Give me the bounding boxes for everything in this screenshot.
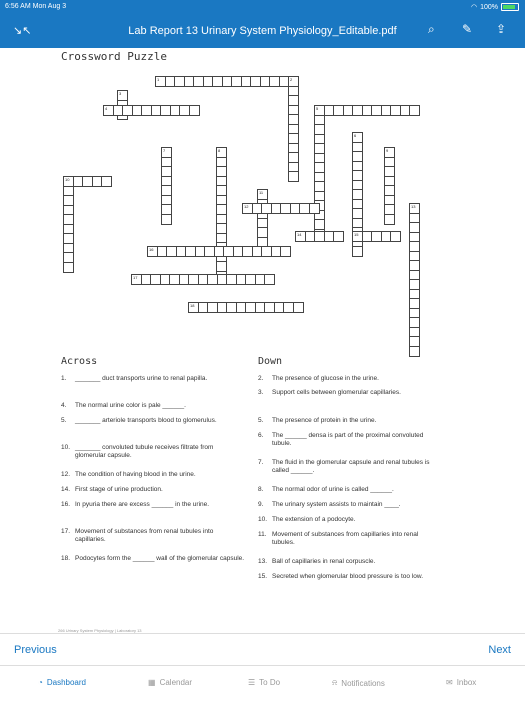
grid-cell[interactable]: [117, 90, 128, 101]
bottom-nav: [0, 633, 525, 664]
grid-cell[interactable]: [314, 231, 325, 242]
grid-cell[interactable]: [352, 189, 363, 200]
clue-text: The urinary system assists to maintain ____.: [272, 501, 401, 508]
grid-cell[interactable]: [261, 246, 272, 257]
grid-cell[interactable]: [288, 95, 299, 106]
grid-cell[interactable]: [299, 203, 310, 214]
battery-icon: [501, 3, 519, 11]
grid-cell[interactable]: [63, 252, 74, 263]
grid-cell[interactable]: [352, 246, 363, 257]
grid-cell[interactable]: [63, 262, 74, 273]
clue-number: 3.: [258, 389, 264, 396]
grid-cell[interactable]: [371, 231, 382, 242]
grid-cell[interactable]: [161, 204, 172, 215]
grid-cell[interactable]: [314, 162, 325, 173]
clue-text: The normal odor of urine is called ______.: [272, 486, 394, 493]
status-bar: [0, 0, 525, 14]
grid-cell[interactable]: [409, 105, 420, 116]
clue-number: 8.: [258, 486, 264, 493]
clue-text: Movement of substances from renal tubules into capillaries.: [75, 528, 214, 543]
grid-cell[interactable]: [257, 227, 268, 238]
grid-cell[interactable]: [283, 302, 294, 313]
tab-notifications-label: Notifications: [341, 678, 385, 688]
grid-number: 12: [244, 204, 249, 209]
grid-cell[interactable]: [309, 203, 320, 214]
grid-cell[interactable]: [242, 246, 253, 257]
grid-cell[interactable]: [280, 246, 291, 257]
grid-cell[interactable]: [216, 147, 227, 158]
grid-cell[interactable]: [352, 105, 363, 116]
grid-number: 3: [119, 91, 122, 96]
grid-cell[interactable]: [352, 208, 363, 219]
grid-cell[interactable]: [150, 274, 161, 285]
previous-button[interactable]: Previous: [14, 644, 57, 656]
down-heading: Down: [258, 356, 283, 367]
grid-cell[interactable]: [333, 105, 344, 116]
calendar-icon: ▦: [148, 678, 156, 687]
clue-text: Secreted when glomerular blood pressure is too low.: [272, 573, 424, 580]
grid-cell[interactable]: [288, 133, 299, 144]
grid-number: 13: [411, 204, 416, 209]
grid-number: 5: [316, 106, 319, 111]
grid-cell[interactable]: [314, 181, 325, 192]
status-time: 6:56 AM Mon Aug 3: [5, 3, 67, 10]
grid-number: 18: [190, 303, 195, 308]
grid-cell[interactable]: [409, 260, 420, 271]
grid-cell[interactable]: [188, 274, 199, 285]
clue-number: 14.: [61, 486, 71, 493]
grid-cell[interactable]: [352, 151, 363, 162]
share-icon[interactable]: ⇪: [496, 22, 507, 36]
grid-cell[interactable]: [261, 203, 272, 214]
grid-cell[interactable]: [185, 246, 196, 257]
grid-cell[interactable]: [174, 76, 185, 87]
grid-cell[interactable]: [288, 114, 299, 125]
grid-cell[interactable]: [223, 246, 234, 257]
grid-cell[interactable]: [101, 176, 112, 187]
grid-cell[interactable]: [193, 76, 204, 87]
grid-cell[interactable]: [103, 105, 114, 116]
clue-number: 11.: [258, 531, 267, 538]
grid-cell[interactable]: [384, 204, 395, 215]
clue-text: In pyuria there are excess ______ in the urine.: [75, 501, 210, 508]
clue-text: Movement of substances from capillaries into renal tubules.: [272, 531, 419, 546]
grid-cell[interactable]: [63, 176, 74, 187]
grid-cell[interactable]: [242, 203, 253, 214]
grid-cell[interactable]: [288, 171, 299, 182]
grid-cell[interactable]: [231, 76, 242, 87]
grid-cell[interactable]: [161, 185, 172, 196]
wifi-icon: ◠: [470, 4, 478, 11]
grid-cell[interactable]: [264, 274, 275, 285]
clue-text: The extension of a podocyte.: [272, 516, 356, 523]
document-title: Lab Report 13 Urinary System Physiology_Editable.pdf: [128, 25, 397, 37]
clue-text: The fluid in the glomerular capsule and renal tubules is called ______.: [272, 459, 430, 474]
grid-cell[interactable]: [288, 76, 299, 87]
grid-cell[interactable]: [245, 302, 256, 313]
grid-cell[interactable]: [63, 214, 74, 225]
clue-number: 10.: [258, 516, 268, 523]
clue-number: 5.: [61, 417, 67, 424]
grid-number: 8: [218, 148, 221, 153]
grid-cell[interactable]: [264, 302, 275, 313]
grid-cell[interactable]: [155, 76, 166, 87]
grid-cell[interactable]: [371, 105, 382, 116]
grid-cell[interactable]: [280, 203, 291, 214]
grid-cell[interactable]: [409, 346, 420, 357]
grid-cell[interactable]: [390, 105, 401, 116]
page-heading: Crossword Puzzle: [61, 50, 167, 63]
clue-number: 13.: [258, 558, 268, 565]
nav-bar: [0, 14, 525, 48]
inbox-icon: ✉: [446, 678, 453, 687]
grid-cell[interactable]: [409, 317, 420, 328]
grid-cell[interactable]: [409, 298, 420, 309]
grid-cell[interactable]: [160, 105, 171, 116]
grid-number: 11: [259, 190, 264, 195]
clue-text: The condition of having blood in the urine.: [75, 471, 196, 478]
next-button[interactable]: Next: [488, 644, 511, 656]
grid-cell[interactable]: [207, 302, 218, 313]
clue-number: 2.: [258, 375, 264, 382]
grid-cell[interactable]: [179, 105, 190, 116]
grid-cell[interactable]: [216, 223, 227, 234]
clue-text: The normal urine color is pale ______.: [75, 402, 186, 409]
grid-cell[interactable]: [295, 231, 306, 242]
clue-number: 18.: [61, 555, 71, 562]
tab-bar: [0, 665, 525, 701]
grid-cell[interactable]: [131, 274, 142, 285]
grid-cell[interactable]: [169, 274, 180, 285]
clue-text: _______ convoluted tubule receives filtrate from glomerular capsule.: [75, 444, 214, 459]
grid-cell[interactable]: [216, 185, 227, 196]
grid-number: 14: [297, 232, 302, 237]
grid-cell[interactable]: [141, 105, 152, 116]
clue-text: _______ duct transports urine to renal papilla.: [75, 375, 208, 382]
tab-todo[interactable]: [248, 678, 280, 687]
grid-cell[interactable]: [333, 231, 344, 242]
grid-cell[interactable]: [63, 195, 74, 206]
clue-number: 1.: [61, 375, 67, 382]
grid-cell[interactable]: [384, 166, 395, 177]
clue-number: 4.: [61, 402, 67, 409]
grid-cell[interactable]: [216, 166, 227, 177]
across-heading: Across: [61, 356, 98, 367]
clue-number: 5.: [258, 417, 264, 424]
clue-number: 10.: [61, 444, 71, 451]
grid-cell[interactable]: [288, 152, 299, 163]
grid-cell[interactable]: [352, 231, 363, 242]
grid-cell[interactable]: [384, 185, 395, 196]
grid-cell[interactable]: [352, 170, 363, 181]
grid-cell[interactable]: [293, 302, 304, 313]
grid-cell[interactable]: [314, 105, 325, 116]
clue-text: The presence of glucose in the urine.: [272, 375, 379, 382]
grid-cell[interactable]: [161, 147, 172, 158]
status-right: [471, 3, 519, 11]
grid-cell[interactable]: [82, 176, 93, 187]
tab-inbox[interactable]: [446, 678, 476, 687]
clue-number: 9.: [258, 501, 264, 508]
grid-cell[interactable]: [189, 105, 200, 116]
grid-number: 6: [354, 133, 357, 138]
grid-cell[interactable]: [314, 143, 325, 154]
grid-cell[interactable]: [122, 105, 133, 116]
clue-text: The ______ densa is part of the proximal convoluted tubule.: [272, 432, 424, 447]
collapse-icon[interactable]: ↘↖: [13, 25, 32, 37]
grid-cell[interactable]: [212, 76, 223, 87]
grid-cell[interactable]: [409, 279, 420, 290]
grid-cell[interactable]: [226, 302, 237, 313]
clue-text: Support cells between glomerular capillaries.: [272, 389, 401, 396]
tab-inbox-label: Inbox: [456, 678, 477, 687]
grid-cell[interactable]: [314, 124, 325, 135]
dashboard-icon: ◔: [38, 678, 43, 687]
grid-cell[interactable]: [147, 246, 158, 257]
grid-number: 17: [133, 275, 138, 280]
clue-text: _______ arteriole transports blood to glomerulus.: [75, 417, 217, 424]
grid-cell[interactable]: [245, 274, 256, 285]
grid-cell[interactable]: [226, 274, 237, 285]
grid-number: 7: [163, 148, 166, 153]
bell-icon: ⍾: [332, 678, 338, 687]
tab-calendar[interactable]: [148, 678, 192, 687]
grid-cell[interactable]: [166, 246, 177, 257]
grid-cell[interactable]: [257, 189, 268, 200]
grid-number: 15: [354, 232, 359, 237]
grid-cell[interactable]: [207, 274, 218, 285]
grid-number: 4: [105, 106, 108, 111]
battery-percent: 100%: [480, 3, 498, 11]
page-footer: 266 Urinary System Physiology | Laboratory 13: [58, 628, 142, 633]
tab-todo-label: To Do: [259, 678, 281, 687]
clue-number: 17.: [61, 528, 71, 535]
tab-calendar-label: Calendar: [159, 678, 193, 687]
grid-cell[interactable]: [352, 132, 363, 143]
search-icon[interactable]: ⌕: [428, 22, 435, 36]
grid-cell[interactable]: [216, 204, 227, 215]
todo-icon: ☰: [248, 678, 256, 687]
clue-text: Podocytes form the ______ wall of the glomerular capsule.: [75, 555, 245, 562]
tab-dashboard-label: Dashboard: [46, 678, 86, 687]
grid-cell[interactable]: [204, 246, 215, 257]
tab-notifications[interactable]: [332, 678, 385, 688]
grid-cell[interactable]: [314, 219, 325, 230]
tab-dashboard[interactable]: [38, 678, 86, 687]
clue-number: 7.: [258, 459, 264, 466]
grid-cell[interactable]: [409, 222, 420, 233]
grid-cell[interactable]: [216, 261, 227, 272]
clue-text: Ball of capillaries in renal corpuscle.: [272, 558, 376, 565]
grid-number: 10: [65, 177, 70, 182]
grid-cell[interactable]: [409, 241, 420, 252]
grid-cell[interactable]: [384, 147, 395, 158]
grid-number: 9: [386, 148, 389, 153]
grid-number: 2: [290, 77, 293, 82]
grid-cell[interactable]: [384, 214, 395, 225]
clue-text: The presence of protein in the urine.: [272, 417, 377, 424]
grid-cell[interactable]: [390, 231, 401, 242]
pdf-page[interactable]: [55, 48, 475, 633]
grid-cell[interactable]: [409, 336, 420, 347]
annotate-pen-icon[interactable]: ✎: [462, 22, 473, 36]
grid-cell[interactable]: [269, 76, 280, 87]
crossword-grid[interactable]: [55, 48, 475, 378]
grid-number: 16: [149, 247, 154, 252]
clue-number: 15.: [258, 573, 268, 580]
grid-number: 1: [157, 77, 160, 82]
clue-number: 6.: [258, 432, 264, 439]
clue-number: 16.: [61, 501, 71, 508]
clue-number: 12.: [61, 471, 71, 478]
grid-cell[interactable]: [250, 76, 261, 87]
grid-cell[interactable]: [161, 166, 172, 177]
grid-cell[interactable]: [161, 214, 172, 225]
grid-cell[interactable]: [409, 203, 420, 214]
clue-text: First stage of urine production.: [75, 486, 163, 493]
grid-cell[interactable]: [188, 302, 199, 313]
grid-cell[interactable]: [63, 233, 74, 244]
